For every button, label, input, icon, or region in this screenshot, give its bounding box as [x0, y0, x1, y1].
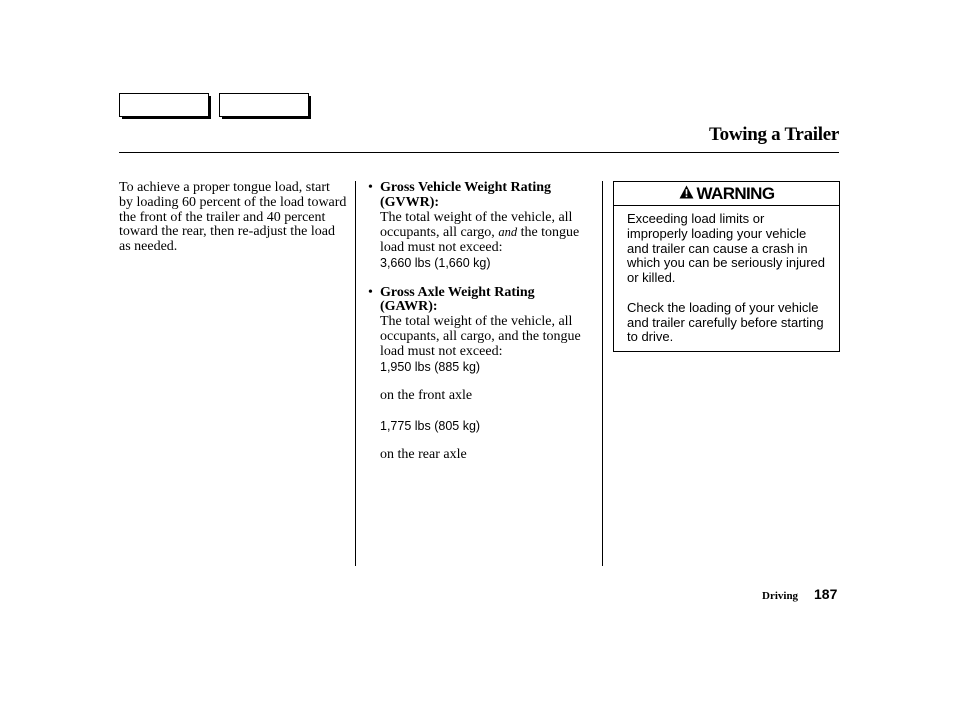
page-number: 187 — [814, 586, 838, 602]
warning-box — [613, 181, 840, 352]
gawr-item — [368, 286, 593, 464]
gvwr-heading: Gross Vehicle Weight Rating (GVWR): — [380, 180, 552, 210]
page-title: Towing a Trailer — [709, 124, 839, 145]
gawr-heading: Gross Axle Weight Rating (GAWR): — [380, 284, 535, 315]
nav-back-button[interactable] — [119, 93, 209, 117]
gvwr-text-before: The total weight of the vehicle, all occupants, all cargo, — [380, 209, 573, 241]
warning-paragraph-1: Exceeding load limits or improperly loading your vehicle and trailer can cause a crash in which you can be seriously injured or killed. — [627, 211, 825, 286]
gvwr-item — [368, 181, 593, 271]
column-middle — [368, 181, 593, 463]
warning-label: WARNING — [696, 183, 775, 203]
warning-paragraph-2: Check the loading of your vehicle and trailer carefully before starting to drive. — [627, 299, 824, 345]
gawr-front-value: 1,950 lbs (885 kg) — [380, 359, 481, 374]
nav-forward-button[interactable] — [219, 93, 309, 117]
tongue-load-paragraph: To achieve a proper tongue load, start by loading 60 percent of the load toward the front of the trailer and 40 percent toward the rear, then re-adjust the load as needed. — [119, 180, 347, 255]
column-divider-left — [355, 181, 356, 566]
gawr-text: The total weight of the vehicle, all occupants, all cargo, and the tongue load must not exceed: — [380, 314, 581, 359]
bullet-icon: • — [368, 180, 373, 195]
warning-triangle-icon — [679, 184, 697, 204]
column-divider-right — [602, 181, 603, 566]
warning-header — [614, 182, 839, 206]
warning-body — [614, 206, 839, 345]
gawr-front-label: on the front axle — [380, 388, 473, 404]
gvwr-text-and: and — [498, 225, 518, 240]
column-left — [119, 181, 347, 255]
footer-section-label: Driving — [762, 590, 799, 602]
gvwr-value: 3,660 lbs (1,660 kg) — [380, 255, 491, 270]
bullet-icon: • — [368, 284, 373, 300]
gawr-rear-label: on the rear axle — [380, 447, 467, 463]
title-divider — [119, 152, 839, 153]
gawr-rear-value: 1,775 lbs (805 kg) — [380, 418, 481, 433]
gvwr-text-after: the tongue load must not exceed: — [380, 225, 580, 256]
